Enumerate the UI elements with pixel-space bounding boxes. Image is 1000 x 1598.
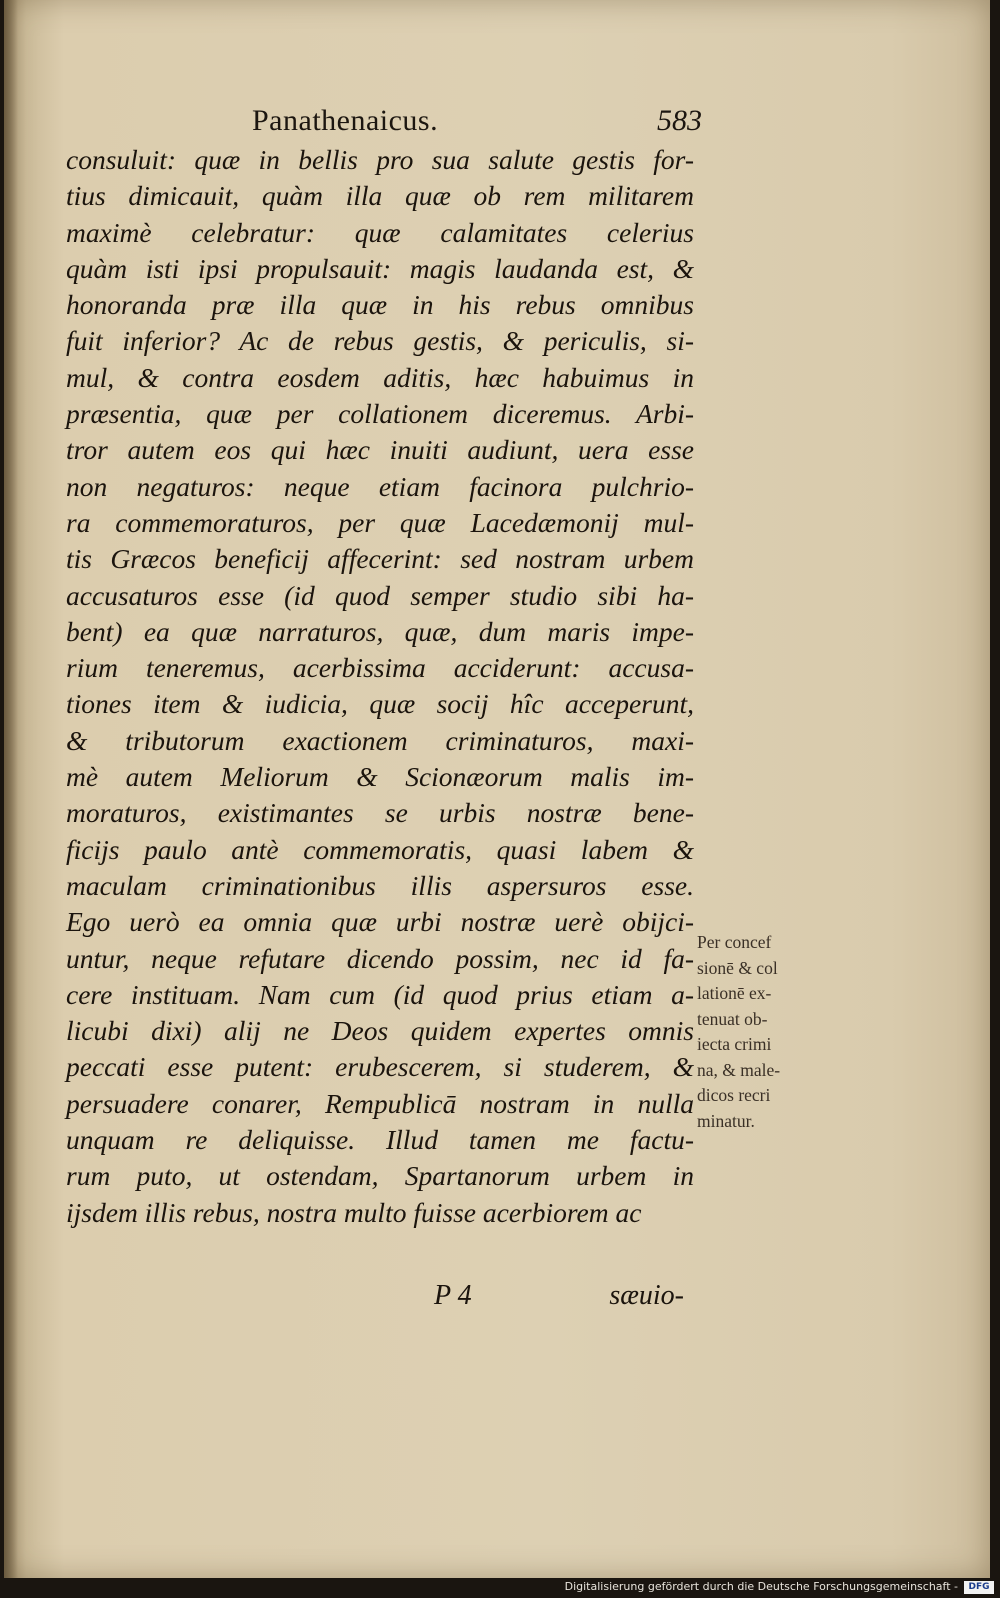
text-line: tror autem eos qui hæc inuiti audiunt, uera esse (66, 434, 694, 466)
book-page (4, 0, 990, 1578)
text-line: consuluit: quæ in bellis pro sua salute gestis for- (66, 144, 694, 175)
text-line: tis Græcos beneficij affecerint: sed nostram urbem (66, 543, 694, 575)
margin-note-line: tenuat ob- (697, 1008, 768, 1029)
text-line: ra commemoraturos, per quæ Lacedæmonij mul- (66, 506, 694, 538)
text-line: maculam criminationibus illis aspersuros esse. (66, 869, 694, 901)
text-line: mè autem Meliorum & Scionæorum malis im- (66, 761, 694, 793)
footer-credit: Digitalisierung gefördert durch die Deutsche Forschungsgemeinschaft - (564, 1580, 958, 1593)
text-line: accusaturos esse (id quod semper studio sibi ha- (66, 579, 694, 611)
text-line: unquam re deliquisse. Illud tamen me factu- (66, 1124, 694, 1156)
body-text (66, 142, 694, 1231)
running-title: Panathenaicus. (252, 104, 439, 137)
text-line: peccati esse putent: erubescerem, si studerem, & (66, 1051, 694, 1083)
running-head (252, 104, 702, 144)
text-line: persuadere conarer, Rempublicā nostram in nulla (66, 1087, 694, 1119)
margin-note-line: lationē ex- (697, 983, 772, 1003)
text-line: ficijs paulo antè commemoratis, quasi labem & (66, 833, 694, 865)
catchword: sæuio- (609, 1280, 684, 1311)
text-line: fuit inferior? Ac de rebus gestis, & periculis, si- (66, 325, 694, 357)
page-number: 583 (657, 104, 702, 137)
margin-note (697, 930, 809, 1134)
text-line: rium teneremus, acerbissima acciderunt: accusa- (66, 652, 694, 684)
text-line: bent) ea quæ narraturos, quæ, dum maris impe- (66, 615, 694, 647)
footer-strip (0, 1578, 1000, 1598)
text-line: Ego uerò ea omnia quæ urbi nostræ uerè obijci- (66, 906, 694, 938)
margin-note-line: na, & male- (697, 1059, 781, 1080)
text-line: mul, & contra eosdem aditis, hæc habuimus in (66, 361, 694, 393)
signature-mark: P 4 (434, 1280, 472, 1311)
margin-note-line: iecta crimi (697, 1034, 772, 1054)
margin-note-line: minatur. (697, 1110, 755, 1131)
dfg-logo-icon: DFG (964, 1581, 994, 1594)
text-line: cere instituam. Nam cum (id quod prius etiam a- (66, 978, 694, 1010)
text-line: honoranda præ illa quæ in his rebus omnibus (66, 289, 694, 321)
text-line: quàm isti ipsi propulsauit: magis laudanda est, & (66, 252, 694, 284)
text-line: tiones item & iudicia, quæ socij hîc acceperunt, (66, 688, 694, 720)
page-foot (434, 1280, 684, 1316)
text-line: moraturos, existimantes se urbis nostræ bene- (66, 797, 694, 829)
text-line: præsentia, quæ per collationem diceremus. Arbi- (66, 398, 694, 430)
margin-note-line: sionē & col (697, 957, 778, 978)
text-line: untur, neque refutare dicendo possim, nec id fa- (66, 942, 694, 974)
text-line: licubi dixi) alij ne Deos quidem expertes omnis (66, 1015, 694, 1047)
text-line: maximè celebratur: quæ calamitates celerius (66, 216, 694, 248)
text-line: non negaturos: neque etiam facinora pulchrio- (66, 470, 694, 502)
margin-note-line: dicos recri (697, 1085, 771, 1105)
text-line: rum puto, ut ostendam, Spartanorum urbem in (66, 1160, 694, 1192)
margin-note-line: Per concef (697, 932, 772, 952)
text-line: & tributorum exactionem criminaturos, maxi- (66, 724, 694, 756)
text-line: ijsdem illis rebus, nostra multo fuisse acerbiorem ac (66, 1196, 642, 1228)
text-line: tius dimicauit, quàm illa quæ ob rem militarem (66, 180, 694, 212)
